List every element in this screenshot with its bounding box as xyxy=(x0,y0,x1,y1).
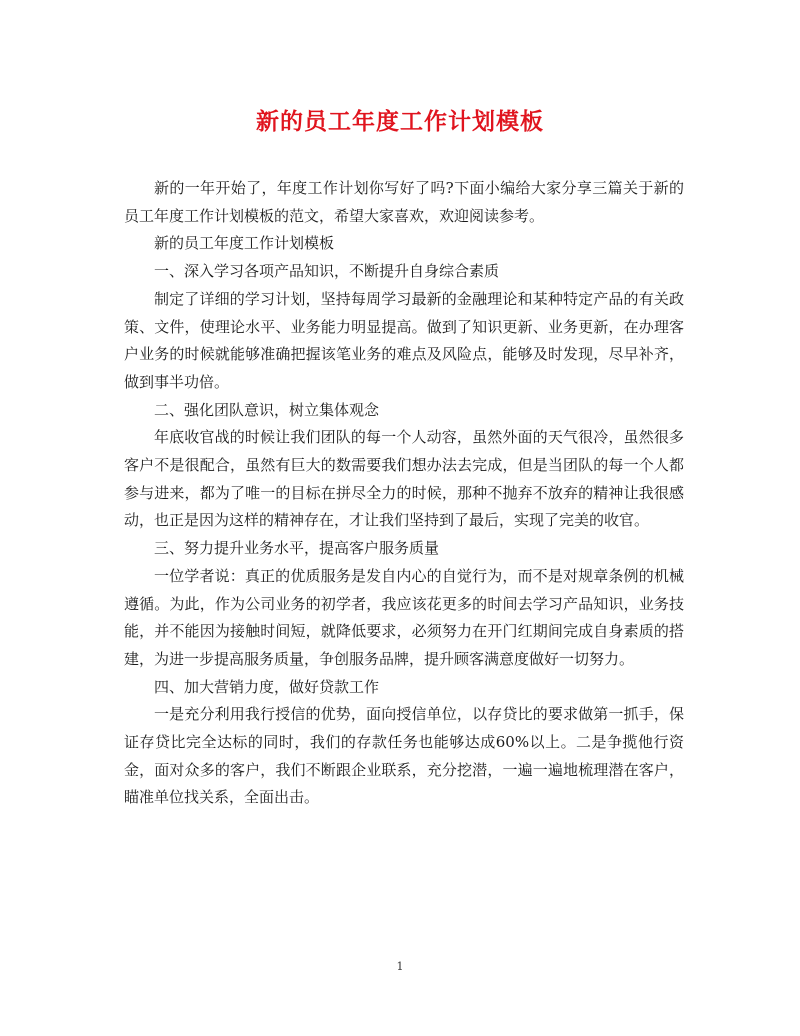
section-body-3: 一位学者说：真正的优质服务是发自内心的自觉行为，而不是对规章条例的机械遵循。为此，作为公司业务的初学者，我应该花更多的时间去学习产品知识，业务技能，并不能因为接触时间短，就降低要求，必须努力在开门红期间完成自身素质的搭建，为进一步提高服务质量，争创服务品牌，提升顾客满意度做好一切努力。 xyxy=(124,566,684,668)
section-body-2: 年底收官战的时候让我们团队的每一个人动容，虽然外面的天气很冷，虽然很多客户不是很配合，虽然有巨大的数需要我们想办法去完成，但是当团队的每一个人都参与进来，都为了唯一的目标在拼尽全力的时候，那种不抛弃不放弃的精神让我很感动，也正是因为这样的精神存在，才让我们坚持到了最后，实现了完美的收官。 xyxy=(124,428,684,530)
subtitle-paragraph: 新的员工年度工作计划模板 xyxy=(154,234,335,253)
section-heading-2: 二、强化团队意识，树立集体观念 xyxy=(154,400,380,419)
section-body-1: 制定了详细的学习计划，坚持每周学习最新的金融理论和某种特定产品的有关政策、文件，使理论水平、业务能力明显提高。做到了知识更新、业务更新，在办理客户业务的时候就能够准确把握该笔业务的难点及风险点，能够及时发现，尽早补齐，做到事半功倍。 xyxy=(124,289,684,391)
section-body-4: 一是充分利用我行授信的优势，面向授信单位，以存贷比的要求做第一抓手，保证存贷比完全达标的同时，我们的存款任务也能够达成60%以上。二是争揽他行资金，面对众多的客户，我们不断跟企业联系，充分挖潜，一遍一遍地梳理潜在客户，瞄准单位找关系，全面出击。 xyxy=(124,705,684,807)
section-heading-3: 三、努力提升业务水平，提高客户服务质量 xyxy=(154,539,440,558)
intro-paragraph: 新的一年开始了，年度工作计划你写好了吗?下面小编给大家分享三篇关于新的员工年度工作计划模板的范文，希望大家喜欢，欢迎阅读参考。 xyxy=(124,179,684,225)
section-heading-4: 四、加大营销力度，做好贷款工作 xyxy=(154,677,380,696)
document-title: 新的员工年度工作计划模板 xyxy=(256,108,544,135)
document-body xyxy=(124,175,684,812)
page-number: 1 xyxy=(396,960,404,973)
section-heading-1: 一、深入学习各项产品知识，不断提升自身综合素质 xyxy=(154,262,500,281)
